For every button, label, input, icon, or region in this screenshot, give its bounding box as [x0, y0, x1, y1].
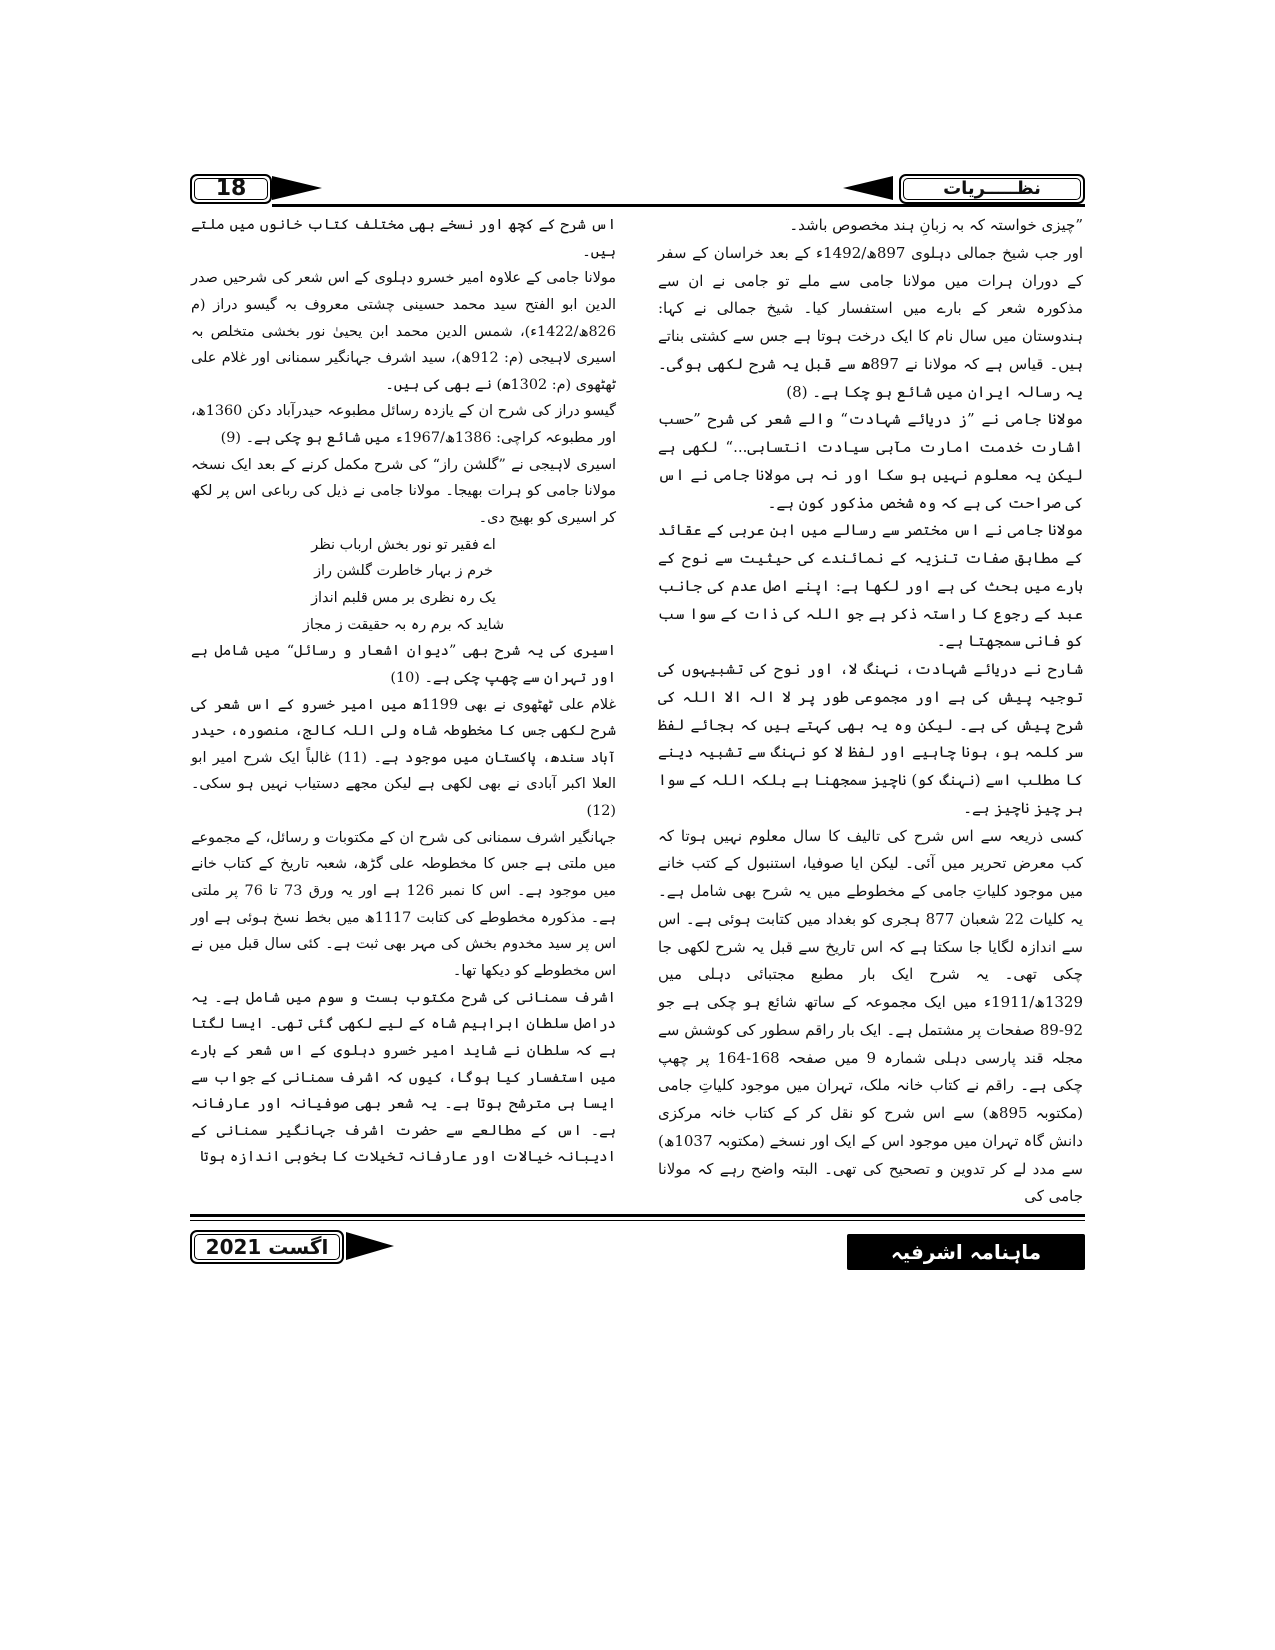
verse-line: اے فقیر تو نور بخش ارباب نظر [311, 536, 496, 553]
paragraph: مولانا جامی نے اس مختصر سے رسالے میں ابن عربی کے عقائد کے مطابق صفات تنزیہ کے نمائندے کی حیثیت سے نوح کے بارے میں بحث کی ہے اور لکھا ہے: اپنے اصل عدم کی جانب عبد کے رجوع کا راستہ ذکر ہے جو اللہ کی ذات کے سوا سب کو فانی سمجھتا ہے۔ [658, 521, 1083, 651]
paragraph: ”چیزی خواستہ کہ بہ زبانِ ہند مخصوص باشد۔ [789, 216, 1083, 234]
paragraph: گیسو دراز کی شرح ان کے یازدہ رسائل مطبوعہ حیدرآباد دکن 1360ھ، اور مطبوعہ کراچی: 1386ھ/1967ء میں شائع ہو چکی ہے۔ (9) [191, 403, 616, 447]
paragraph: اشرف سمنانی کی شرح مکتوب بست و سوم میں شامل ہے۔ یہ دراصل سلطان ابراہیم شاہ کے لیے لکھی گئی تھی۔ ایسا لگتا ہے کہ سلطان نے شاید امیر خسرو دہلوی کے اس شعر کے بارے میں استفسار کیا ہوگا، کیوں کہ اشرف سمنانی کے جواب سے ایسا ہی مترشح ہوتا ہے۔ یہ شعر بھی صوفیانہ اور عارفانہ ہے۔ اس کے مطالعے سے حضرت اشرف جہانگیر سمنانی کے ادیبانہ خیالات اور عارفانہ تخیلات کا بخوبی اندازہ ہوتا [191, 989, 616, 1166]
left-column [191, 212, 616, 1171]
paragraph: شارح نے دریائے شہادت، نہنگ لا، اور نوح کی تشبیہوں کی توجیہ پیش کی ہے اور مجموعی طور پر لا الہ الا اللہ کی شرح پیش کی ہے۔ لیکن وہ یہ بھی کہتے ہیں کہ بجائے لفظ سر کلمہ ہو، ہونا چاہیے اور لفظ لا کو نہنگ سے تشبیہ دینے کا مطلب اسے (نہنگ کو) ناچیز سمجھنا ہے بلکہ اللہ کے سوا ہر چیز ناچیز ہے۔ [658, 660, 1083, 817]
header-rule [272, 204, 1085, 207]
issue-date: اگست 2021 [190, 1230, 344, 1264]
paragraph: مولانا جامی نے ”ز دریائے شہادت“ والے شعر کی شرح ”حسب اشارت خدمت امارت مآبی سیادت انتسابی...“ لکھی ہے لیکن یہ معلوم نہیں ہو سکا اور نہ ہی مولانا جامی نے اس کی صراحت کی ہے کہ وہ شخص مذکور کون ہے۔ [658, 410, 1083, 512]
quatrain [191, 532, 616, 639]
page-footer [190, 1214, 1085, 1272]
paragraph: اسیری کی یہ شرح بھی ”دیوان اشعار و رسائل“ میں شامل ہے اور تہران سے چھپ چکی ہے۔ (10) [191, 643, 616, 686]
footer-rule [190, 1214, 1085, 1217]
footer-ornament [346, 1232, 394, 1260]
page-header [190, 174, 1085, 206]
header-ornament-left [272, 176, 322, 200]
verse-line: شاید کہ برم رہ بہ حقیقت ز مجاز [302, 616, 505, 633]
paragraph: اور جب شیخ جمالی دہلوی 897ھ/1492ء کے بعد خراسان کے سفر کے دوران ہرات میں مولانا جامی سے ملے تو جامی نے ان سے مذکورہ شعر کے بارے میں استفسار کیا۔ شیخ جمالی نے کہا: ہندوستان میں سال نام کا ایک درخت ہوتا ہے جس سے کشتی بناتے ہیں۔ قیاس ہے کہ مولانا نے 897ھ سے قبل یہ شرح لکھی ہوگی۔ یہ رسالہ ایران میں شائع ہو چکا ہے۔ (8) [658, 243, 1084, 401]
paragraph: کسی ذریعہ سے اس شرح کی تالیف کا سال معلوم نہیں ہوتا کہ کب معرض تحریر میں آئی۔ لیکن ایا صوفیا، استنبول کے کتب خانے میں موجود کلیاتِ جامی کے مخطوطے میں یہ شرح بھی شامل ہے۔ یہ کلیات 22 شعبان 877 ہجری کو بغداد میں کتابت ہوئی ہے۔ اس سے اندازہ لگایا جا سکتا ہے کہ اس تاریخ سے قبل یہ شرح لکھی جا چکی تھی۔ یہ شرح ایک بار مطبع مجتبائی دہلی میں 1329ھ/1911ء میں ایک مجموعہ کے ساتھ شائع ہو چکی ہے جو 92-89 صفحات پر مشتمل ہے۔ ایک بار راقم سطور کی کوشش سے مجلہ قند پارسی دہلی شمارہ 9 میں صفحہ 168-164 پر چھپ چکی ہے۔ راقم نے کتاب خانہ ملک، تہران میں موجود کلیاتِ جامی (مکتوبہ 895ھ) سے اس شرح کو نقل کر کے کتاب خانہ مرکزی دانش گاہ تہران میں موجود اس کے ایک اور نسخے (مکتوبہ 1037ھ) سے مدد لے کر تدوین و تصحیح کی تھی۔ البتہ واضح رہے کہ مولانا جامی کی [658, 826, 1084, 1206]
verse-line: یک رہ نظری بر مس قلبم انداز [311, 589, 496, 606]
header-ornament-right [843, 176, 893, 200]
paragraph: اسیری لاہیجی نے ”گلشن راز“ کی شرح مکمل کرنے کے بعد ایک نسخہ مولانا جامی کو ہرات بھیجا۔ مولانا جامی نے ذیل کی رباعی اس پر لکھ کر اسیری کو بھیج دی۔ [191, 456, 616, 527]
paragraph: جہانگیر اشرف سمنانی کی شرح ان کے مکتوبات و رسائل، کے مجموعے میں ملتی ہے جس کا مخطوطہ علی گڑھ، شعبہ تاریخ کے کتاب خانے میں موجود ہے۔ اس کا نمبر 126 ہے اور یہ ورق 73 تا 76 پر ملتی ہے۔ مذکورہ مخطوطے کی کتابت 1117ھ میں بخط نسخ ہوئی ہے اور اس پر سید مخدوم بخش کی مہر بھی ثبت ہے۔ کئی سال قبل میں نے اس مخطوطے کو دیکھا تھا۔ [191, 829, 617, 979]
paragraph: مولانا جامی کے علاوہ امیر خسرو دہلوی کے اس شعر کی شرحیں صدر الدین ابو الفتح سید محمد حسینی چشتی معروف بہ گیسو دراز (م 826ھ/1422ء)، شمس الدین محمد ابن یحییٰ نور بخشی متخلص بہ اسیری لاہیجی (م: 912ھ)، سید اشرف جہانگیر سمنانی اور غلام علی ٹھٹھوی (م: 1302ھ) نے بھی کی ہیں۔ [191, 270, 617, 393]
footer-rule-thin [190, 1220, 1085, 1221]
section-title: نظـــــریات [899, 174, 1085, 204]
page-number: 18 [190, 174, 272, 204]
magazine-name: ماہنامہ اشرفیہ [847, 1234, 1085, 1270]
verse-line: خرم ز بہار خاطرت گلشن راز [314, 563, 493, 580]
right-column [658, 212, 1083, 1211]
paragraph: اس شرح کے کچھ اور نسخے بھی مختلف کتاب خانوں میں ملتے ہیں۔ [191, 217, 616, 260]
paragraph: غلام علی ٹھٹھوی نے بھی 1199ھ میں امیر خسرو کے اس شعر کی شرح لکھی جس کا مخطوطہ شاہ ولی اللہ کالج، منصورہ، حیدر آباد سندھ، پاکستان میں موجود ہے۔ (11) غالباً ایک شرح امیر ابو العلا اکبر آبادی نے بھی لکھی ہے لیکن مجھے دستیاب نہیں ہو سکی۔ (12) [191, 696, 617, 820]
